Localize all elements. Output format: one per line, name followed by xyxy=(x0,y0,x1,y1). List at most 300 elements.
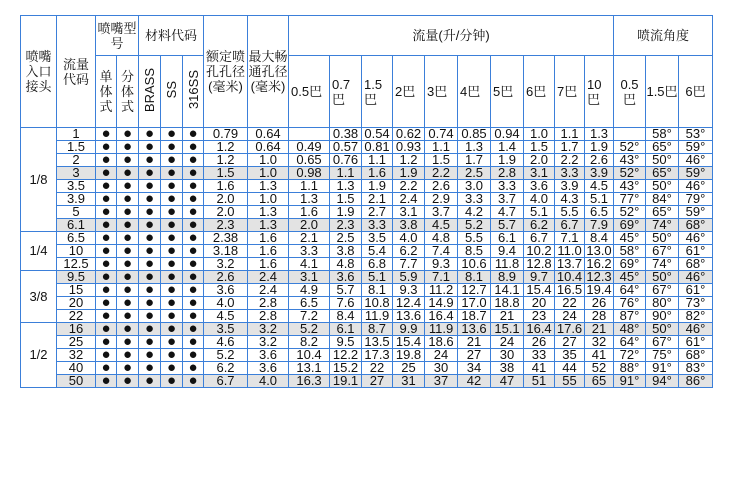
angle-value: 59° xyxy=(679,141,713,154)
flow-value: 5.7 xyxy=(330,284,362,297)
availability-dot: ● xyxy=(117,349,139,362)
flow-value: 1.9 xyxy=(393,167,425,180)
angle-value: 61° xyxy=(679,336,713,349)
angle-value: 90° xyxy=(646,310,679,323)
flow-value: 1.1 xyxy=(362,154,393,167)
angle-value: 68° xyxy=(679,349,713,362)
flow-value: 1.3 xyxy=(330,180,362,193)
availability-dot: ● xyxy=(96,258,117,271)
flow-value: 19.1 xyxy=(330,375,362,388)
flow-value: 12.3 xyxy=(586,270,612,284)
orifice-diameter: 0.79 xyxy=(204,128,248,141)
flow-value: 30 xyxy=(491,349,524,362)
flow-value: 2.0 xyxy=(524,154,555,167)
flow-value: 3.6 xyxy=(330,271,362,284)
flow-value: 4.5 xyxy=(425,219,458,232)
availability-dot: ● xyxy=(117,180,139,193)
header-brass xyxy=(139,56,161,128)
flow-value: 0.49 xyxy=(289,141,330,154)
table-row xyxy=(21,271,713,284)
orifice-diameter: 3.2 xyxy=(204,258,248,271)
flow-value: 9.3 xyxy=(393,284,425,297)
availability-dot: ● xyxy=(96,284,117,297)
availability-dot: ● xyxy=(96,271,117,284)
flow-value: 5.5 xyxy=(555,206,585,219)
flow-value: 22 xyxy=(362,362,393,375)
flow-value: 18.8 xyxy=(491,297,524,310)
table-row xyxy=(21,284,713,297)
flow-code: 1.5 xyxy=(57,141,96,154)
flow-value: 4.0 xyxy=(524,193,555,206)
flow-value: 0.54 xyxy=(362,128,393,141)
orifice-diameter: 4.6 xyxy=(204,336,248,349)
header-pressure: 3巴 xyxy=(425,56,458,128)
flow-value: 12.8 xyxy=(524,258,555,271)
angle-value: 69° xyxy=(614,258,646,271)
availability-dot: ● xyxy=(161,154,183,167)
header-inlet: 喷嘴入口接头 xyxy=(21,16,57,128)
angle-value: 50° xyxy=(646,154,679,167)
header-pressure: 0.7巴 xyxy=(330,56,362,128)
flow-value: 15.2 xyxy=(330,362,362,375)
angle-value: 91° xyxy=(646,362,679,375)
availability-dot: ● xyxy=(96,206,117,219)
flow-value: 2.6 xyxy=(425,180,458,193)
header-316ss xyxy=(183,56,204,128)
flow-value: 1.7 xyxy=(458,154,491,167)
flow-value: 13.7 xyxy=(555,258,585,271)
availability-dot: ● xyxy=(117,141,139,154)
table-row xyxy=(21,154,713,167)
availability-dot: ● xyxy=(183,193,204,206)
availability-dot: ● xyxy=(139,375,161,388)
flow-value: 8.1 xyxy=(458,271,491,284)
max-passage: 2.4 xyxy=(248,284,289,297)
angle-value: 64° xyxy=(614,336,646,349)
availability-dot: ● xyxy=(117,271,139,284)
availability-dot: ● xyxy=(161,362,183,375)
flow-value xyxy=(289,128,330,141)
flow-value: 5.4 xyxy=(362,245,393,258)
angle-value: 77° xyxy=(614,193,646,206)
availability-dot: ● xyxy=(96,245,117,258)
flow-value: 1.3 xyxy=(458,141,491,154)
availability-dot: ● xyxy=(183,128,204,141)
flow-value: 2.6 xyxy=(585,154,614,167)
flow-value: 2.1 xyxy=(362,193,393,206)
flow-value: 3.3 xyxy=(289,245,330,258)
availability-dot: ● xyxy=(139,193,161,206)
flow-value: 1.0 xyxy=(524,128,555,141)
header-pressure: 0.5巴 xyxy=(289,56,330,128)
table-row xyxy=(21,141,713,154)
orifice-diameter: 5.2 xyxy=(204,349,248,362)
availability-dot: ● xyxy=(161,180,183,193)
flow-value: 8.4 xyxy=(330,310,362,323)
flow-value: 5.1 xyxy=(585,193,614,206)
angle-value: 79° xyxy=(679,193,713,206)
flow-value: 11.8 xyxy=(491,258,524,271)
flow-value: 44 xyxy=(555,362,585,375)
flow-value: 1.1 xyxy=(425,141,458,154)
availability-dot: ● xyxy=(139,245,161,258)
flow-value: 3.1 xyxy=(393,206,425,219)
flow-value: 0.74 xyxy=(425,128,458,141)
max-passage: 1.6 xyxy=(248,245,289,258)
max-passage: 3.6 xyxy=(248,362,289,375)
header-nozzle-model: 喷嘴型号 xyxy=(96,16,139,56)
max-passage: 3.6 xyxy=(248,349,289,362)
inlet-size: 1/2 xyxy=(21,323,57,388)
flow-value: 1.3 xyxy=(585,128,614,141)
header-spray-angle: 喷流角度 xyxy=(614,16,713,56)
availability-dot: ● xyxy=(117,206,139,219)
angle-value: 58° xyxy=(646,128,679,141)
availability-dot: ● xyxy=(96,180,117,193)
max-passage: 2.8 xyxy=(248,310,289,323)
flow-value: 35 xyxy=(555,349,585,362)
flow-value: 2.4 xyxy=(393,193,425,206)
availability-dot: ● xyxy=(183,141,204,154)
flow-value: 27 xyxy=(362,375,393,388)
flow-value: 42 xyxy=(458,375,491,388)
availability-dot: ● xyxy=(139,232,161,245)
flow-value: 19.8 xyxy=(393,349,425,362)
flow-value: 1.2 xyxy=(393,154,425,167)
angle-value: 67° xyxy=(646,245,679,258)
flow-code: 2 xyxy=(57,154,96,167)
flow-value: 1.6 xyxy=(362,167,393,180)
flow-code: 20 xyxy=(57,297,96,310)
angle-value: 46° xyxy=(679,323,713,336)
flow-value: 4.2 xyxy=(458,206,491,219)
header-single: 单体式 xyxy=(96,56,117,128)
angle-value: 65° xyxy=(646,167,679,180)
header-angle-pressure: 0.5巴 xyxy=(614,56,646,128)
material-label: SS xyxy=(164,81,180,99)
availability-dot: ● xyxy=(161,258,183,271)
availability-dot: ● xyxy=(161,349,183,362)
availability-dot: ● xyxy=(161,297,183,310)
flow-value: 9.9 xyxy=(393,323,425,336)
flow-value: 10.8 xyxy=(362,297,393,310)
flow-value: 3.1 xyxy=(524,167,555,180)
flow-value: 26 xyxy=(524,336,555,349)
flow-value: 4.8 xyxy=(330,258,362,271)
max-passage: 3.2 xyxy=(248,336,289,349)
flow-code: 15 xyxy=(57,284,96,297)
flow-value: 3.6 xyxy=(524,180,555,193)
max-passage: 1.0 xyxy=(248,193,289,206)
availability-dot: ● xyxy=(96,297,117,310)
flow-value: 15.4 xyxy=(524,284,555,297)
flow-value: 6.2 xyxy=(393,245,425,258)
flow-value: 4.0 xyxy=(393,232,425,245)
availability-dot: ● xyxy=(139,310,161,323)
flow-value: 37 xyxy=(425,375,458,388)
angle-value: 45° xyxy=(614,271,646,284)
availability-dot: ● xyxy=(117,245,139,258)
flow-value: 16.4 xyxy=(425,310,458,323)
availability-dot: ● xyxy=(161,128,183,141)
availability-dot: ● xyxy=(96,141,117,154)
availability-dot: ● xyxy=(183,284,204,297)
flow-value: 3.8 xyxy=(330,245,362,258)
flow-value: 1.3 xyxy=(289,193,330,206)
flow-value: 1.1 xyxy=(555,128,585,141)
availability-dot: ● xyxy=(96,154,117,167)
flow-value: 41 xyxy=(585,349,614,362)
flow-value: 16.5 xyxy=(555,284,585,297)
orifice-diameter: 2.6 xyxy=(204,271,248,284)
orifice-diameter: 1.2 xyxy=(204,141,248,154)
material-label: BRASS xyxy=(142,67,158,113)
availability-dot: ● xyxy=(183,258,204,271)
flow-value: 8.1 xyxy=(362,284,393,297)
flow-value: 24 xyxy=(425,349,458,362)
table-row xyxy=(21,245,713,258)
availability-dot: ● xyxy=(161,193,183,206)
flow-value: 2.5 xyxy=(330,232,362,245)
flow-value: 8.9 xyxy=(491,271,524,284)
flow-value: 32 xyxy=(585,336,614,349)
availability-dot: ● xyxy=(161,284,183,297)
flow-value: 20 xyxy=(524,297,555,310)
max-passage: 1.3 xyxy=(248,219,289,232)
flow-value: 5.7 xyxy=(491,219,524,232)
table-row xyxy=(21,336,713,349)
flow-value: 4.9 xyxy=(289,284,330,297)
flow-value: 13.0 xyxy=(586,244,612,258)
availability-dot: ● xyxy=(139,141,161,154)
flow-value: 2.9 xyxy=(425,193,458,206)
orifice-diameter: 2.0 xyxy=(204,193,248,206)
availability-dot: ● xyxy=(161,206,183,219)
orifice-diameter: 3.18 xyxy=(204,245,248,258)
flow-value: 3.5 xyxy=(362,232,393,245)
flow-value: 2.1 xyxy=(289,232,330,245)
header-flow-rate: 流量(升/分钟) xyxy=(289,16,614,56)
availability-dot: ● xyxy=(117,167,139,180)
angle-value: 61° xyxy=(679,245,713,258)
flow-value: 9.5 xyxy=(330,336,362,349)
flow-value: 6.8 xyxy=(362,258,393,271)
flow-value: 6.7 xyxy=(524,232,555,245)
flow-value: 4.1 xyxy=(289,258,330,271)
flow-value: 4.8 xyxy=(425,232,458,245)
angle-value: 61° xyxy=(679,284,713,297)
availability-dot: ● xyxy=(183,336,204,349)
flow-value: 5.5 xyxy=(458,232,491,245)
flow-value: 0.76 xyxy=(330,154,362,167)
angle-value: 73° xyxy=(679,297,713,310)
flow-value: 21 xyxy=(491,310,524,323)
max-passage: 4.0 xyxy=(248,375,289,388)
availability-dot: ● xyxy=(139,284,161,297)
flow-value: 9.7 xyxy=(524,271,555,284)
flow-value: 16.4 xyxy=(524,323,555,336)
flow-value: 1.1 xyxy=(289,180,330,193)
flow-value: 7.9 xyxy=(585,219,614,232)
flow-value: 41 xyxy=(524,362,555,375)
flow-value: 52 xyxy=(585,362,614,375)
angle-value: 67° xyxy=(646,336,679,349)
flow-value: 10.4 xyxy=(555,271,585,284)
flow-value: 3.7 xyxy=(425,206,458,219)
flow-value: 7.4 xyxy=(425,245,458,258)
flow-value: 7.2 xyxy=(289,310,330,323)
header-orifice: 额定喷孔孔径(毫米) xyxy=(204,16,248,128)
max-passage: 1.3 xyxy=(248,180,289,193)
angle-value: 87° xyxy=(614,310,646,323)
flow-value: 28 xyxy=(585,310,614,323)
flow-value: 2.2 xyxy=(393,180,425,193)
flow-value: 2.8 xyxy=(491,167,524,180)
flow-value: 3.3 xyxy=(491,180,524,193)
angle-value: 74° xyxy=(646,258,679,271)
availability-dot: ● xyxy=(139,219,161,232)
flow-code: 12.5 xyxy=(57,258,96,271)
angle-value: 46° xyxy=(679,232,713,245)
flow-value: 19.4 xyxy=(586,283,612,297)
flow-value: 24 xyxy=(555,310,585,323)
angle-value: 52° xyxy=(614,141,646,154)
flow-value: 3.3 xyxy=(458,193,491,206)
flow-value: 33 xyxy=(524,349,555,362)
flow-value: 26 xyxy=(585,297,614,310)
header-split: 分体式 xyxy=(117,56,139,128)
availability-dot: ● xyxy=(117,323,139,336)
availability-dot: ● xyxy=(183,206,204,219)
flow-value: 1.6 xyxy=(289,206,330,219)
availability-dot: ● xyxy=(96,219,117,232)
availability-dot: ● xyxy=(139,206,161,219)
angle-value: 52° xyxy=(614,206,646,219)
flow-code: 9.5 xyxy=(57,271,96,284)
angle-value: 64° xyxy=(614,284,646,297)
angle-value: 75° xyxy=(646,349,679,362)
availability-dot: ● xyxy=(161,336,183,349)
flow-value: 3.9 xyxy=(585,167,614,180)
orifice-diameter: 1.2 xyxy=(204,154,248,167)
flow-value: 1.5 xyxy=(330,193,362,206)
flow-code: 50 xyxy=(57,375,96,388)
availability-dot: ● xyxy=(139,336,161,349)
orifice-diameter: 4.5 xyxy=(204,310,248,323)
angle-value: 65° xyxy=(646,206,679,219)
orifice-diameter: 3.5 xyxy=(204,323,248,336)
flow-value: 6.1 xyxy=(491,232,524,245)
flow-value: 1.9 xyxy=(585,141,614,154)
availability-dot: ● xyxy=(139,271,161,284)
availability-dot: ● xyxy=(117,375,139,388)
flow-value: 47 xyxy=(491,375,524,388)
availability-dot: ● xyxy=(117,154,139,167)
flow-value: 31 xyxy=(393,375,425,388)
table-row xyxy=(21,206,713,219)
flow-value: 25 xyxy=(393,362,425,375)
flow-value: 1.9 xyxy=(362,180,393,193)
table-row xyxy=(21,323,713,336)
flow-value: 3.7 xyxy=(491,193,524,206)
max-passage: 1.6 xyxy=(248,232,289,245)
flow-value: 1.4 xyxy=(491,141,524,154)
flow-code: 6.5 xyxy=(57,232,96,245)
orifice-diameter: 3.6 xyxy=(204,284,248,297)
header-angle-pressure: 1.5巴 xyxy=(646,56,679,128)
availability-dot: ● xyxy=(161,271,183,284)
header-angle-pressure: 6巴 xyxy=(679,56,713,128)
flow-value: 6.7 xyxy=(555,219,585,232)
flow-code: 16 xyxy=(57,323,96,336)
flow-value: 14.9 xyxy=(425,297,458,310)
flow-value: 21 xyxy=(585,323,614,336)
angle-value: 46° xyxy=(679,180,713,193)
angle-value xyxy=(614,128,646,141)
angle-value: 50° xyxy=(646,232,679,245)
angle-value: 45° xyxy=(614,232,646,245)
availability-dot: ● xyxy=(96,232,117,245)
angle-value: 50° xyxy=(646,271,679,284)
flow-code: 40 xyxy=(57,362,96,375)
flow-value: 3.0 xyxy=(458,180,491,193)
availability-dot: ● xyxy=(139,167,161,180)
availability-dot: ● xyxy=(139,180,161,193)
flow-value: 11.9 xyxy=(425,323,458,336)
table-row xyxy=(21,258,713,271)
header-pressure: 10巴 xyxy=(585,56,614,128)
angle-value: 65° xyxy=(646,141,679,154)
availability-dot: ● xyxy=(161,219,183,232)
angle-value: 53° xyxy=(679,128,713,141)
flow-value: 0.38 xyxy=(330,128,362,141)
max-passage: 2.4 xyxy=(248,271,289,284)
flow-value: 12.7 xyxy=(458,284,491,297)
table-row xyxy=(21,310,713,323)
flow-value: 7.7 xyxy=(393,258,425,271)
availability-dot: ● xyxy=(96,375,117,388)
flow-value: 1.9 xyxy=(491,154,524,167)
flow-value: 0.62 xyxy=(393,128,425,141)
availability-dot: ● xyxy=(117,310,139,323)
flow-value: 8.7 xyxy=(362,323,393,336)
angle-value: 68° xyxy=(679,258,713,271)
header-ss xyxy=(161,56,183,128)
flow-value: 16.3 xyxy=(289,375,330,388)
availability-dot: ● xyxy=(161,167,183,180)
flow-value: 0.94 xyxy=(491,128,524,141)
availability-dot: ● xyxy=(183,219,204,232)
flow-value: 15.1 xyxy=(491,323,524,336)
availability-dot: ● xyxy=(139,362,161,375)
header-pressure: 2巴 xyxy=(393,56,425,128)
flow-value: 13.6 xyxy=(458,323,491,336)
flow-value: 13.1 xyxy=(289,362,330,375)
orifice-diameter: 4.0 xyxy=(204,297,248,310)
header-pressure: 7巴 xyxy=(555,56,585,128)
angle-value: 72° xyxy=(614,349,646,362)
angle-value: 59° xyxy=(679,206,713,219)
flow-value: 17.0 xyxy=(458,297,491,310)
table-row xyxy=(21,349,713,362)
flow-value: 13.6 xyxy=(393,310,425,323)
flow-value: 5.1 xyxy=(524,206,555,219)
availability-dot: ● xyxy=(161,232,183,245)
angle-value: 67° xyxy=(646,284,679,297)
inlet-size: 3/8 xyxy=(21,271,57,323)
flow-value: 3.1 xyxy=(289,271,330,284)
availability-dot: ● xyxy=(183,180,204,193)
